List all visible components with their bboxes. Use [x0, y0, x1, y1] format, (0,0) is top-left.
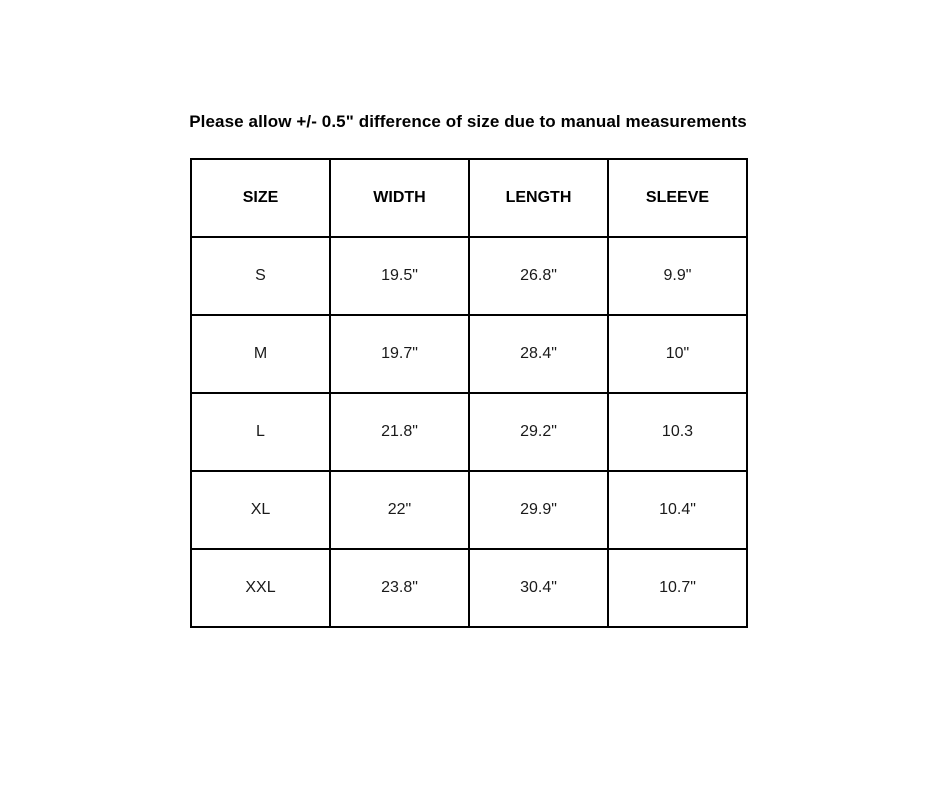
- cell-length: 28.4": [469, 315, 608, 393]
- cell-width: 22": [330, 471, 469, 549]
- cell-width: 19.7": [330, 315, 469, 393]
- table-row: [191, 315, 747, 393]
- cell-length: 29.2": [469, 393, 608, 471]
- table-row: [191, 549, 747, 627]
- header-width: WIDTH: [330, 159, 469, 237]
- cell-width: 21.8": [330, 393, 469, 471]
- cell-sleeve: 10.3: [608, 393, 747, 471]
- cell-width: 19.5": [330, 237, 469, 315]
- table-row: [191, 237, 747, 315]
- table-header-row: [191, 159, 747, 237]
- table-row: [191, 471, 747, 549]
- measurement-note: Please allow +/- 0.5" difference of size due to manual measurements: [189, 112, 747, 131]
- cell-sleeve: 10.4": [608, 471, 747, 549]
- size-chart-table: [190, 158, 748, 628]
- cell-width: 23.8": [330, 549, 469, 627]
- cell-sleeve: 10.7": [608, 549, 747, 627]
- table-row: [191, 393, 747, 471]
- cell-length: 30.4": [469, 549, 608, 627]
- cell-sleeve: 9.9": [608, 237, 747, 315]
- cell-size: XXL: [191, 549, 330, 627]
- header-length: LENGTH: [469, 159, 608, 237]
- cell-length: 26.8": [469, 237, 608, 315]
- header-size: SIZE: [191, 159, 330, 237]
- cell-sleeve: 10": [608, 315, 747, 393]
- cell-length: 29.9": [469, 471, 608, 549]
- cell-size: S: [191, 237, 330, 315]
- cell-size: L: [191, 393, 330, 471]
- cell-size: M: [191, 315, 330, 393]
- header-sleeve: SLEEVE: [608, 159, 747, 237]
- cell-size: XL: [191, 471, 330, 549]
